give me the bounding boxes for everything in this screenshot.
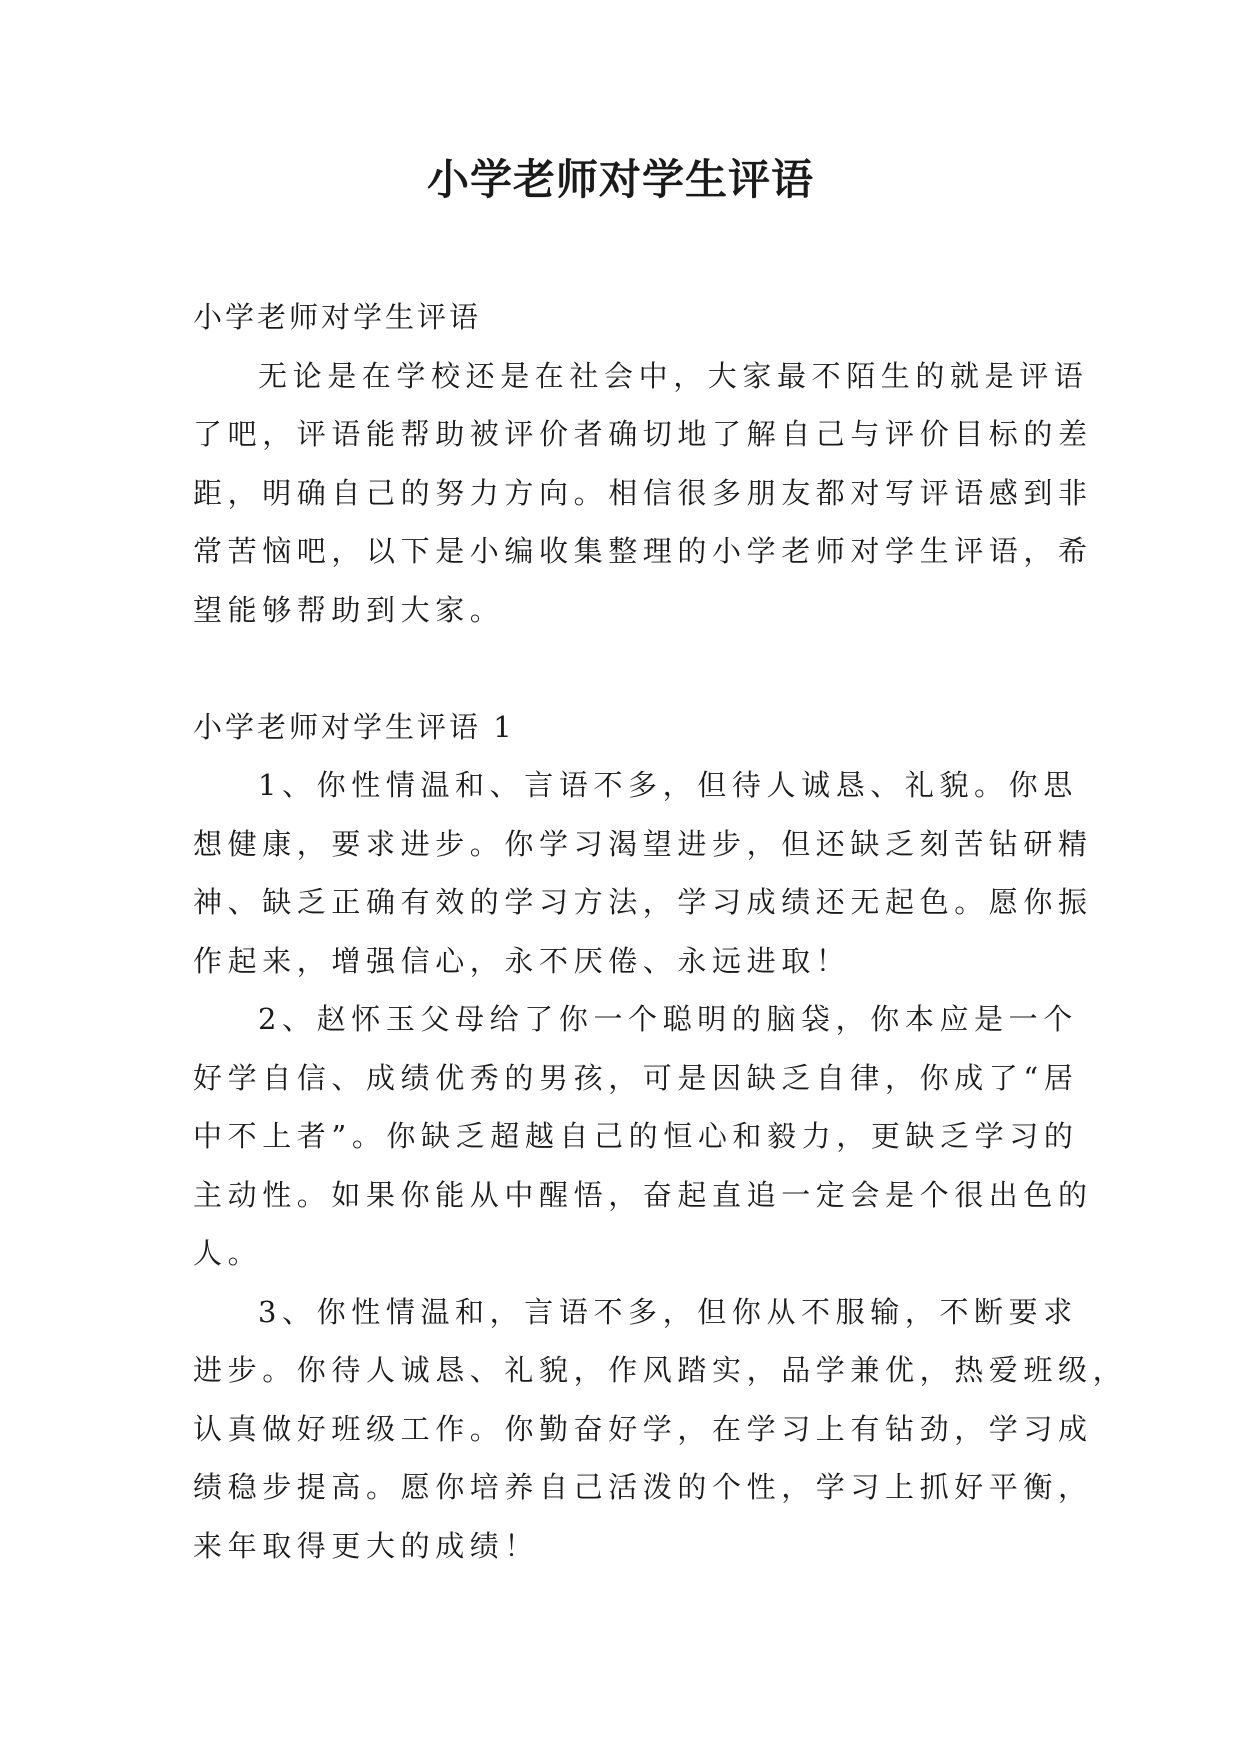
paragraph-line: 2、赵怀玉父母给了你一个聪明的脑袋，你本应是一个 (258, 1002, 1078, 1036)
paragraph-line: 距，明确自己的努力方向。相信很多朋友都对写评语感到非 (193, 475, 1093, 510)
paragraph-line: 绩稳步提高。愿你培养自己活泼的个性，学习上抓好平衡， (193, 1470, 1093, 1504)
paragraph-line: 1、你性情温和、言语不多，但待人诚恳、礼貌。你思 (258, 768, 1078, 802)
paragraph-line: 人。 (193, 1236, 263, 1270)
comment-paragraph-1 (193, 756, 1093, 990)
document-body (193, 288, 1128, 1575)
paragraph-line: 想健康，要求进步。你学习渴望进步，但还缺乏刻苦钻研精 (193, 826, 1093, 861)
paragraph-spacer (193, 639, 1061, 698)
paragraph-line: 认真做好班级工作。你勤奋好学，在学习上有钻劲，学习成 (193, 1411, 1093, 1446)
paragraph-line: 无论是在学校还是在社会中，大家最不陌生的就是评语 (258, 358, 1089, 393)
paragraph-line: 了吧，评语能帮助被评价者确切地了解自己与评价目标的差 (193, 417, 1093, 451)
document-subtitle: 小学老师对学生评语 (193, 300, 482, 334)
paragraph-line: 常苦恼吧，以下是小编收集整理的小学老师对学生评语，希 (193, 534, 1093, 568)
paragraph-line: 3、你性情温和，言语不多，但你从不服输，不断要求 (258, 1294, 1078, 1329)
document-title: 小学老师对学生评语 (426, 155, 814, 204)
paragraph-line: 来年取得更大的成绩！ (193, 1528, 540, 1563)
comment-paragraph-2 (193, 990, 1093, 1283)
paragraph-line: 好学自信、成绩优秀的男孩，可是因缺乏自律，你成了“居 (193, 1060, 1079, 1095)
section-heading: 小学老师对学生评语 1 (193, 709, 515, 744)
paragraph-line: 主动性。如果你能从中醒悟，奋起直追一定会是个很出色的 (193, 1177, 1093, 1212)
paragraph-line: 作起来，增强信心，永不厌倦、永远进取！ (193, 943, 851, 978)
paragraph-line: 进步。你待人诚恳、礼貌，作风踏实，品学兼优，热爱班级， (193, 1353, 1128, 1387)
paragraph-line: 望能够帮助到大家。 (193, 592, 505, 627)
paragraph-line: 中不上者”。你缺乏超越自己的恒心和毅力，更缺乏学习的 (193, 1119, 1079, 1153)
intro-paragraph (193, 347, 1093, 640)
comment-paragraph-3 (193, 1283, 1128, 1576)
paragraph-line: 神、缺乏正确有效的学习方法，学习成绩还无起色。愿你振 (193, 885, 1093, 919)
